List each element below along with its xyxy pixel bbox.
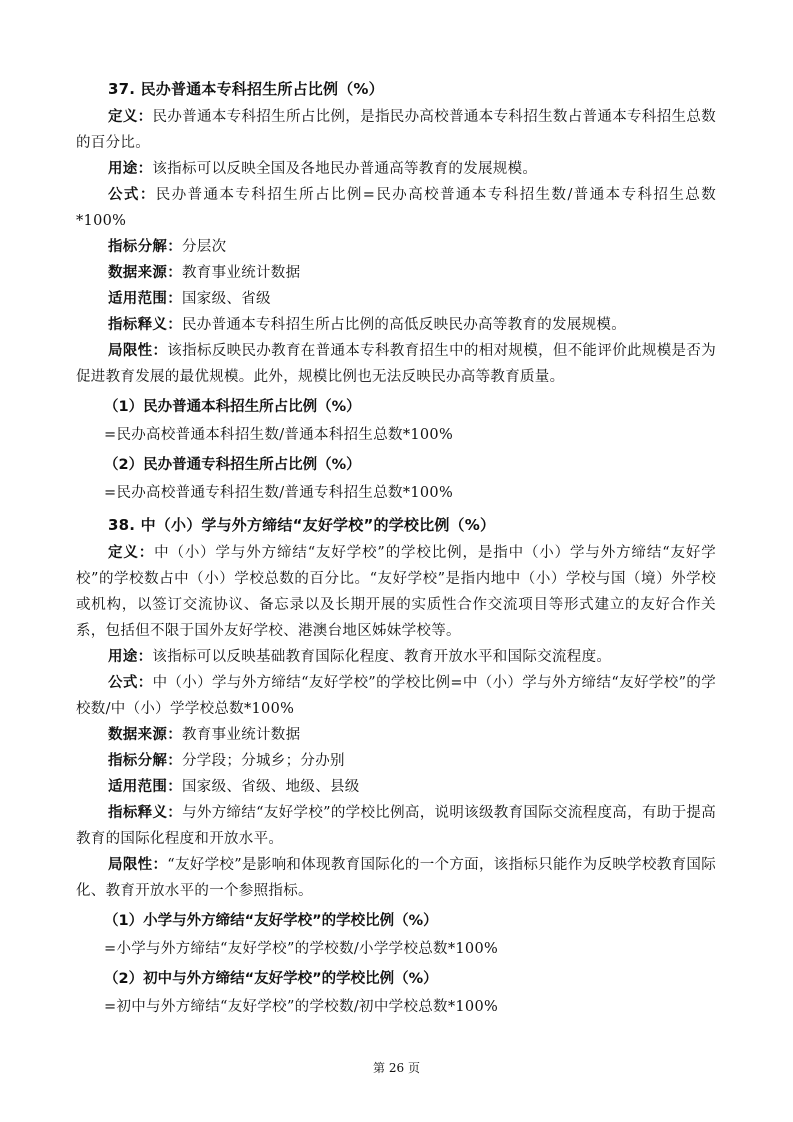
formula-paragraph (76, 182, 716, 234)
breakdown-label: 指标分解： (108, 753, 182, 769)
scope-text: 国家级、省级、地级、县级 (182, 779, 360, 795)
source-paragraph (76, 260, 716, 286)
sub-indicator-title: （2）初中与外方缔结“友好学校”的学校比例（%） (104, 971, 438, 987)
formula-label: 公式： (108, 675, 153, 691)
source-text: 教育事业统计数据 (182, 265, 301, 281)
interpretation-label: 指标释义： (108, 805, 183, 821)
definition-text: 民办普通本专科招生所占比例，是指民办高校普通本专科招生数占普通本专科招生总数的百分比。 (76, 109, 716, 151)
use-paragraph (76, 644, 716, 670)
sub-indicator-formula: =初中与外方缔结“友好学校”的学校数/初中学校总数*100% (104, 999, 499, 1015)
interpretation-paragraph (76, 800, 716, 852)
limitation-label: 局限性： (108, 857, 168, 873)
use-paragraph (76, 156, 716, 182)
sub-indicator-title: （2）民办普通专科招生所占比例（%） (104, 457, 361, 473)
scope-paragraph (76, 286, 716, 312)
use-text: 该指标可以反映基础教育国际化程度、教育开放水平和国际交流程度。 (152, 649, 612, 665)
breakdown-paragraph (76, 748, 716, 774)
breakdown-label: 指标分解： (108, 239, 182, 255)
definition-label: 定义： (108, 545, 155, 561)
use-label: 用途： (108, 649, 153, 665)
sub-indicator-formula: =民办高校普通专科招生数/普通专科招生总数*100% (104, 485, 454, 501)
source-label: 数据来源： (108, 727, 182, 743)
source-text: 教育事业统计数据 (182, 727, 301, 743)
interpretation-label: 指标释义： (108, 317, 182, 333)
limitation-text: “友好学校”是影响和体现教育国际化的一个方面，该指标只能作为反映学校教育国际化、教育开放水平的一个参照指标。 (76, 857, 716, 899)
interpretation-paragraph (76, 312, 716, 338)
sub-indicator-formula: =民办高校普通本科招生数/普通本科招生总数*100% (104, 427, 454, 443)
source-paragraph (76, 722, 716, 748)
interpretation-text: 民办普通本专科招生所占比例的高低反映民办高等教育的发展规模。 (182, 317, 626, 333)
breakdown-paragraph (76, 234, 716, 260)
interpretation-text: 与外方缔结“友好学校”的学校比例高，说明该级教育国际交流程度高，有助于提高教育的国际化程度和开放水平。 (76, 805, 716, 847)
use-text: 该指标可以反映全国及各地民办普通高等教育的发展规模。 (152, 161, 538, 177)
scope-text: 国家级、省级 (182, 291, 271, 307)
sub-indicator-title: （1）小学与外方缔结“友好学校”的学校比例（%） (104, 913, 438, 929)
definition-paragraph (76, 104, 716, 156)
scope-label: 适用范围： (108, 291, 182, 307)
definition-paragraph (76, 540, 716, 644)
sub-indicator-formula: =小学与外方缔结“友好学校”的学校数/小学学校总数*100% (104, 941, 499, 957)
limitation-label: 局限性： (108, 343, 168, 359)
use-label: 用途： (108, 161, 153, 177)
scope-paragraph (76, 774, 716, 800)
formula-text: 中（小）学与外方缔结“友好学校”的学校比例=中（小）学与外方缔结“友好学校”的学校数/中（小）学学校总数*100% (76, 675, 716, 717)
sub-indicator-title: （1）民办普通本科招生所占比例（%） (104, 399, 361, 415)
scope-label: 适用范围： (108, 779, 182, 795)
breakdown-text: 分层次 (182, 239, 227, 255)
limitation-paragraph (76, 338, 716, 390)
section-title: 37. 民办普通本专科招生所占比例（%） (108, 80, 384, 98)
formula-label: 公式： (108, 187, 156, 203)
definition-text: 中（小）学与外方缔结“友好学校”的学校比例，是指中（小）学与外方缔结“友好学校”的学校数占中（小）学校总数的百分比。“友好学校”是指内地中（小）学校与国（境）外学校或机构，以签订交流协议、备忘录以及长期开展的实质性合作交流项目等形式建立的友好合作关系，包括但不限于国外友好学校、港澳台地区姊妹学校等。 (76, 545, 716, 639)
section-title: 38. 中（小）学与外方缔结“友好学校”的学校比例（%） (108, 516, 496, 534)
definition-label: 定义： (108, 109, 153, 125)
page-number: 第 26 页 (373, 1061, 420, 1075)
formula-text: 民办普通本专科招生所占比例=民办高校普通本专科招生数/普通本专科招生总数*100% (76, 187, 716, 229)
limitation-text: 该指标反映民办教育在普通本专科教育招生中的相对规模，但不能评价此规模是否为促进教育发展的最优规模。此外，规模比例也无法反映民办高等教育质量。 (76, 343, 716, 385)
page-content (76, 76, 716, 1020)
limitation-paragraph (76, 852, 716, 904)
formula-paragraph (76, 670, 716, 722)
source-label: 数据来源： (108, 265, 182, 281)
breakdown-text: 分学段；分城乡；分办别 (182, 753, 345, 769)
